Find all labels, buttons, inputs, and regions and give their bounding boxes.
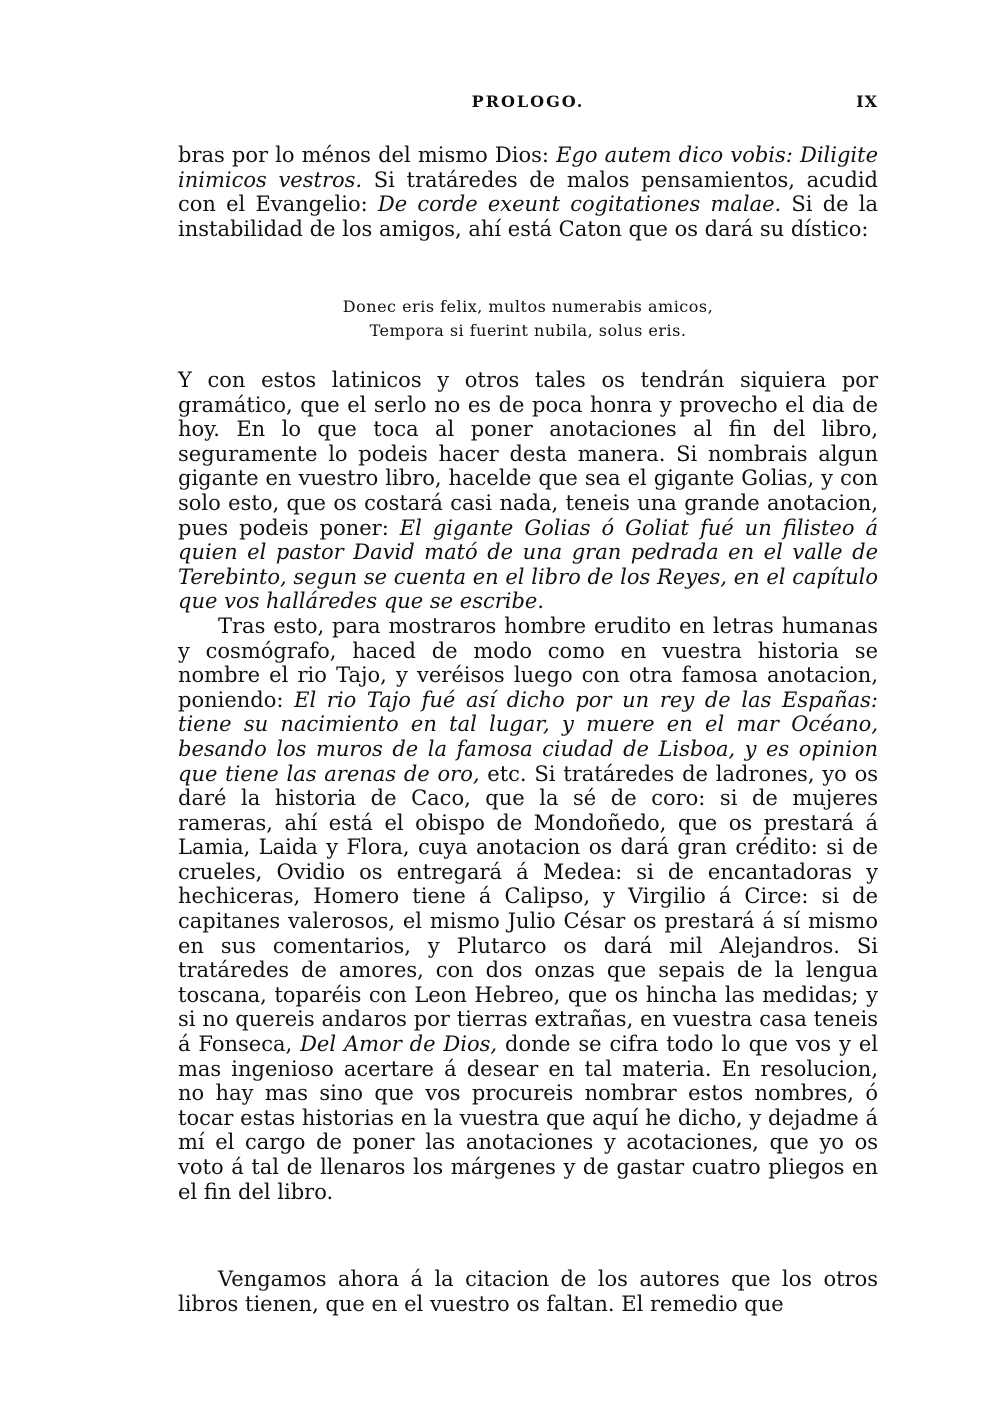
- verse-line-1: Donec eris felix, multos numerabis amicos,: [342, 297, 714, 316]
- quote-ego-autem: Ego autem dico vobis: Diligite inimicos vestros.: [178, 143, 878, 192]
- verse-line-2: Tempora si fuerint nubila, solus eris.: [369, 321, 687, 340]
- paragraph-1-text-a: bras por lo ménos del mismo Dios:: [178, 143, 557, 167]
- paragraph-1-text-c: Si de la instabilidad de los amigos, ahí está Caton que os dará su dístico:: [178, 192, 878, 241]
- title-del-amor-de-dios: Del Amor de Dios,: [300, 1032, 498, 1057]
- quote-rio-tajo: El rio Tajo fué así dicho por un rey de las Españas: tiene su nacimiento en tal lugar, y muere en el mar Océano, besando los muros de la famosa ciudad de Lisboa, y es opinion que tiene las arenas de oro,: [178, 687, 878, 786]
- paragraph-1-text-b: Si tratáredes de malos pensamientos, acudid con el Evangelio:: [178, 167, 878, 217]
- paragraph-1: [178, 143, 878, 241]
- paragraph-4-text: Vengamos ahora á la citacion de los autores que los otros libros tienen, que en el vuestro os faltan. El remedio que: [178, 1267, 878, 1316]
- quote-de-corde: De corde exeunt cogitationes malae.: [377, 192, 782, 217]
- page-header: [178, 92, 878, 114]
- paragraph-3-text-a: Tras esto, para mostraros hombre erudito en letras humanas y cosmógrafo, haced de modo como en vuestra historia se nombre el rio Tajo, y veréisos luego con otra famosa anotacion, poniendo:: [178, 613, 878, 712]
- paragraph-4: [178, 1267, 878, 1316]
- paragraph-3-text-b: etc. Si tratáredes de ladrones, yo os daré la historia de Caco, que la sé de coro: si de mujeres rameras, ahí está el obispo de Mondoñedo, que os prestará á Lamia, Laida y Flora, cuya anotacion os dará gran crédito: si de crueles, Ovidio os entregará á Medea: si de encantadoras y hechiceras, Homero tiene á Calipso, y Virgilio á Circe: si de capitanes valerosos, el mismo Julio César os prestará á sí mismo en sus comentarios, y Plutarco os dará mil Alejandros. Si tratáredes de amores, con dos onzas que sepais de la lengua toscana, toparéis con Leon Hebreo, que os hincha las medidas; y si no quereis andaros por tierras extrañas, en vuestra casa teneis á Fonseca,: [178, 761, 878, 1057]
- paragraph-2-text: Y con estos latinicos y otros tales os tendrán siquiera por gramático, que el serlo no es de poca honra y provecho el dia de hoy. En lo que toca al poner anotaciones al fin del libro, seguramente lo podeis hacer desta manera. Si nombrais algun gigante en vuestro libro, hacelde que sea el gigante Golias, y con solo esto, que os costará casi nada, teneis una grande anotacion, pues podeis poner:: [178, 368, 878, 540]
- main-text-block: [178, 368, 878, 1204]
- paragraph-2: [178, 368, 878, 614]
- running-title: PROLOGO.: [471, 92, 585, 111]
- paragraph-3: [178, 614, 878, 1204]
- distich-verse: [178, 295, 878, 343]
- page-number: IX: [856, 92, 878, 111]
- paragraph-3-text-c: donde se cifra todo lo que vos y el mas ingenioso acertare á desear en tal materia. En resolucion, no hay mas sino que vos procureis nombrar estos nombres, ó tocar estas historias en la vuestra que aquí he dicho, y dejadme á mí el cargo de poner las anotaciones y acotaciones, que yo os voto á tal de llenaros los márgenes y de gastar cuatro pliegos en el fin del libro.: [178, 1032, 878, 1204]
- quote-golias: El gigante Golias ó Goliat fué un filisteo á quien el pastor David mató de una gran pedrada en el valle de Terebinto, segun se cuenta en el libro de los Reyes, en el capítulo que vos halláredes que se escribe.: [178, 515, 878, 614]
